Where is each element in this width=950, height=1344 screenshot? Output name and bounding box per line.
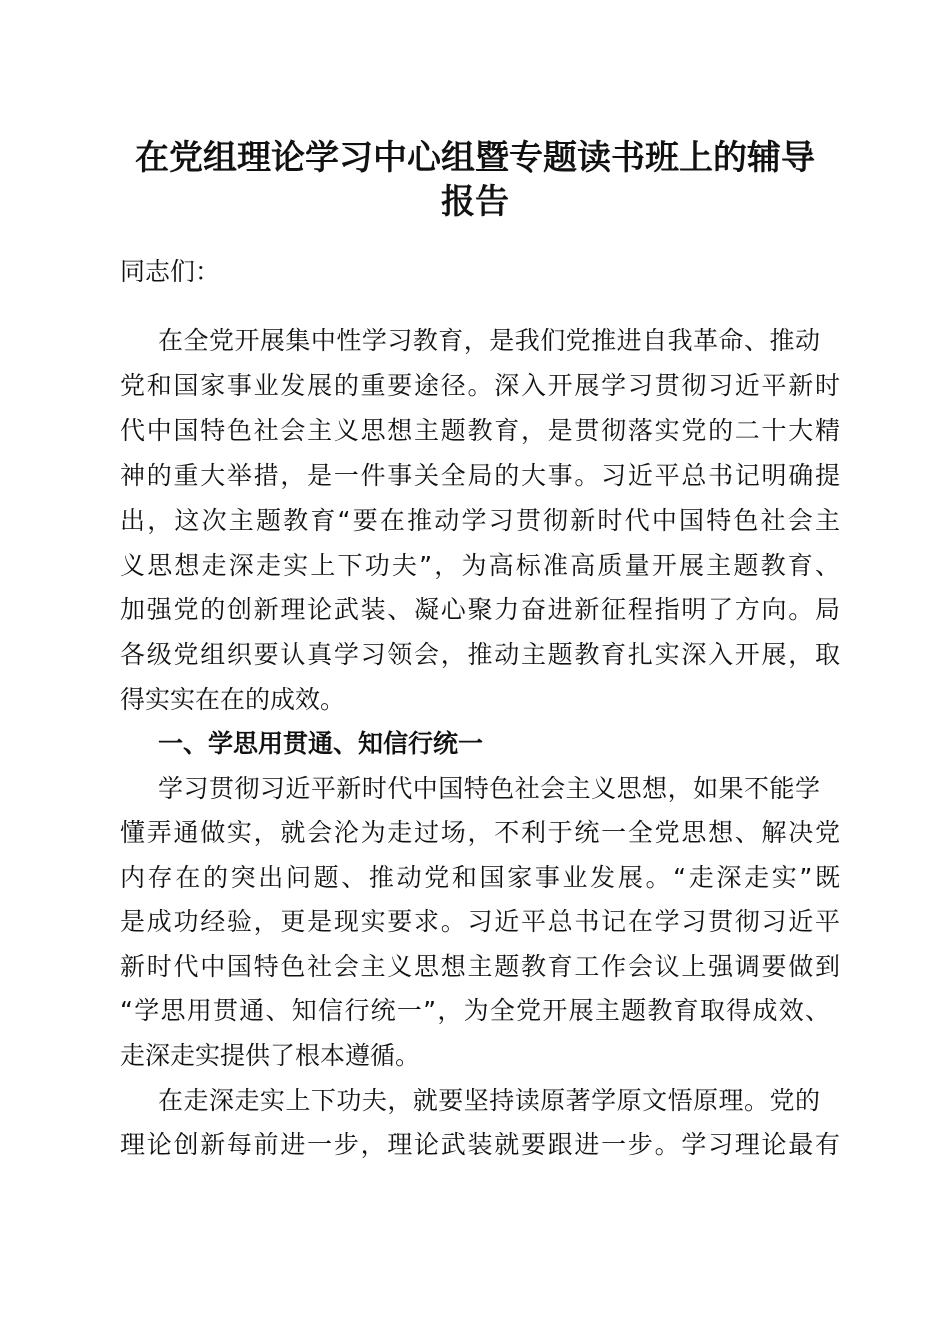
paragraph1-line: 出，这次主题教育“要在推动学习贯彻新时代中国特色社会主: [120, 506, 840, 535]
paragraph2-line: “学思用贯通、知信行统一”，为全党开展主题教育取得成效、: [120, 996, 830, 1025]
paragraph2-line: 懂弄通做实，就会沦为走过场，不利于统一全党思想、解决党: [120, 818, 840, 847]
paragraph1-line: 加强党的创新理论武装、凝心聚力奋进新征程指明了方向。局: [120, 595, 840, 624]
paragraph1-line: 在全党开展集中性学习教育，是我们党推进自我革命、推动: [158, 326, 820, 355]
document-title-line1: 在党组理论学习中心组暨专题读书班上的辅导: [135, 138, 815, 178]
section-heading: 一、学思用贯通、知信行统一: [158, 729, 484, 758]
paragraph3-line: 理论创新每前进一步，理论武装就要跟进一步。学习理论最有: [120, 1130, 840, 1159]
paragraph1-line: 得实实在在的成效。: [120, 685, 346, 714]
paragraph1-line: 代中国特色社会主义思想主题教育，是贯彻落实党的二十大精: [120, 416, 840, 445]
document-title-line2: 报告: [441, 182, 509, 222]
paragraph1-line: 各级党组织要认真学习领会，推动主题教育扎实深入开展，取: [120, 640, 840, 669]
paragraph1-line: 神的重大举措，是一件事关全局的大事。习近平总书记明确提: [120, 461, 840, 490]
paragraph3-line: 在走深走实上下功夫，就要坚持读原著学原文悟原理。党的: [158, 1086, 820, 1115]
paragraph1-line: 党和国家事业发展的重要途径。深入开展学习贯彻习近平新时: [120, 371, 840, 400]
paragraph2-line: 内存在的突出问题、推动党和国家事业发展。“走深走实”既: [120, 863, 840, 892]
paragraph1-line: 义思想走深走实上下功夫”，为高标准高质量开展主题教育、: [120, 551, 840, 580]
salutation: 同志们：: [120, 257, 221, 286]
paragraph2-line: 走深走实提供了根本遵循。: [120, 1041, 421, 1070]
paragraph2-line: 是成功经验，更是现实要求。习近平总书记在学习贯彻习近平: [120, 907, 840, 936]
paragraph2-line: 新时代中国特色社会主义思想主题教育工作会议上强调要做到: [120, 952, 840, 981]
paragraph2-line: 学习贯彻习近平新时代中国特色社会主义思想，如果不能学: [158, 774, 820, 803]
